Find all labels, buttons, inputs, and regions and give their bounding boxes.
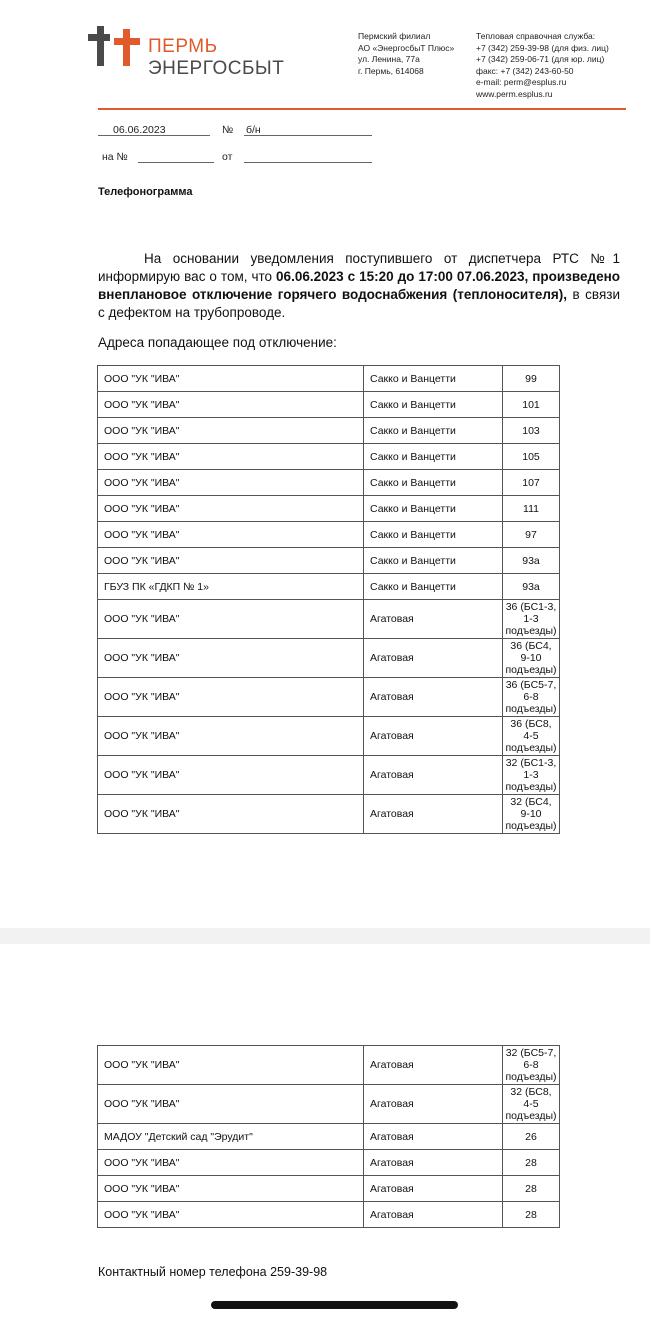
org-cell: ООО "УК "ИВА" [98,1176,364,1202]
street-cell: Сакко и Ванцетти [364,548,503,574]
org-cell: ООО "УК "ИВА" [98,1150,364,1176]
street-cell: Агатовая [364,1176,503,1202]
addresses-heading: Адреса попадающее под отключение: [98,335,337,350]
street-cell: Сакко и Ванцетти [364,574,503,600]
table-row [98,522,560,548]
branch-line: г. Пермь, 614068 [358,65,424,76]
branch-line: ул. Ленина, 77а [358,54,420,64]
house-cell: 26 [503,1124,560,1150]
doc-date: 06.06.2023 [113,124,166,136]
house-cell: 101 [503,392,560,418]
org-cell: ООО "УК "ИВА" [98,470,364,496]
table-row [98,444,560,470]
house-cell: 28 [503,1176,560,1202]
doc-number-label: № [222,124,234,136]
house-cell: 93а [503,574,560,600]
ot-underline [244,151,372,163]
table-row [98,1085,560,1124]
table-row [98,418,560,444]
street-cell: Агатовая [364,678,503,717]
doc-number: б/н [246,124,261,136]
notice-text-1: На основании уведомления поступившего от диспетчера РТС №1 информирую вас о том, что [98,251,620,284]
table-row [98,678,560,717]
table-row [98,366,560,392]
table-row [98,1124,560,1150]
house-cell: 32 (БС1-3, 1-3 подъезды) [503,756,560,795]
street-cell: Агатовая [364,1124,503,1150]
street-cell: Агатовая [364,1202,503,1228]
street-cell: Агатовая [364,600,503,639]
table-row [98,1046,560,1085]
house-cell: 103 [503,418,560,444]
hotline-line: +7 (342) 259-39-98 (для физ. лиц) [476,42,609,53]
house-cell: 28 [503,1150,560,1176]
hotline-line: факс: +7 (342) 243-60-50 [476,65,574,76]
address-table-page-1 [97,365,560,834]
street-cell: Сакко и Ванцетти [364,418,503,444]
table-row [98,795,560,834]
table-row [98,1202,560,1228]
org-cell: ООО "УК "ИВА" [98,444,364,470]
house-cell: 111 [503,496,560,522]
table-row [98,574,560,600]
table-row [98,1150,560,1176]
header-divider [98,108,626,110]
house-cell: 32 (БС8, 4-5 подъезды) [503,1085,560,1124]
org-cell: ООО "УК "ИВА" [98,717,364,756]
hotline-line: +7 (342) 259-06-71 (для юр. лиц) [476,54,605,64]
contact-phone: Контактный номер телефона 259-39-98 [98,1265,328,1279]
hotline-line: www.perm.esplus.ru [476,88,553,99]
org-cell: МАДОУ "Детский сад "Эрудит" [98,1124,364,1150]
table-row [98,600,560,639]
org-cell: ГБУЗ ПК «ГДКП № 1» [98,574,364,600]
house-cell: 36 (БС1-3, 1-3 подъезды) [503,600,560,639]
document-title: Телефонограмма [98,186,193,198]
table-row [98,717,560,756]
house-cell: 107 [503,470,560,496]
number-underline [244,124,372,136]
logo-wordmark [148,36,284,80]
street-cell: Сакко и Ванцетти [364,366,503,392]
address-table-page-2 [97,1045,560,1228]
org-cell: ООО "УК "ИВА" [98,418,364,444]
notice-paragraph [98,250,620,322]
energosbyt-logo-icon [86,24,144,70]
street-cell: Сакко и Ванцетти [364,522,503,548]
org-cell: ООО "УК "ИВА" [98,496,364,522]
street-cell: Агатовая [364,639,503,678]
hotline-contacts [476,31,609,100]
org-cell: ООО "УК "ИВА" [98,756,364,795]
table-row [98,1176,560,1202]
org-cell: ООО "УК "ИВА" [98,1085,364,1124]
org-cell: ООО "УК "ИВА" [98,639,364,678]
house-cell: 32 (БС4, 9-10 подъезды) [503,795,560,834]
org-cell: ООО "УК "ИВА" [98,795,364,834]
na-label: на № [102,151,128,163]
branch-address [358,31,454,77]
street-cell: Агатовая [364,1150,503,1176]
org-cell: ООО "УК "ИВА" [98,522,364,548]
na-underline [138,151,214,163]
table-row [98,756,560,795]
house-cell: 36 (БС8, 4-5 подъезды) [503,717,560,756]
org-cell: ООО "УК "ИВА" [98,600,364,639]
table-row [98,496,560,522]
org-cell: ООО "УК "ИВА" [98,1046,364,1085]
org-cell: ООО "УК "ИВА" [98,366,364,392]
table-row [98,470,560,496]
street-cell: Сакко и Ванцетти [364,496,503,522]
house-cell: 97 [503,522,560,548]
house-cell: 93а [503,548,560,574]
house-cell: 105 [503,444,560,470]
hotline-line: Тепловая справочная служба: [476,31,596,41]
branch-line: Пермский филиал [358,31,431,41]
notice-bold-text: 06.06.2023 с 15:20 до 17:00 07.06.2023, произведено внеплановое отключение горячего водоснабжения (теплоносителя), [98,269,620,302]
ot-label: от [222,151,233,163]
org-cell: ООО "УК "ИВА" [98,548,364,574]
street-cell: Сакко и Ванцетти [364,392,503,418]
house-cell: 36 (БС4, 9-10 подъезды) [503,639,560,678]
street-cell: Агатовая [364,1085,503,1124]
org-cell: ООО "УК "ИВА" [98,392,364,418]
house-cell: 36 (БС5-7, 6-8 подъезды) [503,678,560,717]
house-cell: 32 (БС5-7, 6-8 подъезды) [503,1046,560,1085]
house-cell: 28 [503,1202,560,1228]
logo-line-2: ЭНЕРГОСБЫТ [148,58,285,79]
table-row [98,639,560,678]
street-cell: Агатовая [364,756,503,795]
house-cell: 99 [503,366,560,392]
street-cell: Агатовая [364,795,503,834]
home-indicator[interactable] [211,1301,458,1309]
org-cell: ООО "УК "ИВА" [98,678,364,717]
street-cell: Сакко и Ванцетти [364,470,503,496]
org-cell: ООО "УК "ИВА" [98,1202,364,1228]
street-cell: Агатовая [364,717,503,756]
table-row [98,548,560,574]
notice-text-2: в связи с дефектом на трубопроводе. [98,287,620,320]
logo-line-1: ПЕРМЬ [148,36,218,57]
hotline-line: e-mail: perm@esplus.ru [476,77,567,87]
street-cell: Агатовая [364,1046,503,1085]
table-row [98,392,560,418]
branch-line: АО «ЭнергосбыТ Плюс» [358,42,455,53]
street-cell: Сакко и Ванцетти [364,444,503,470]
